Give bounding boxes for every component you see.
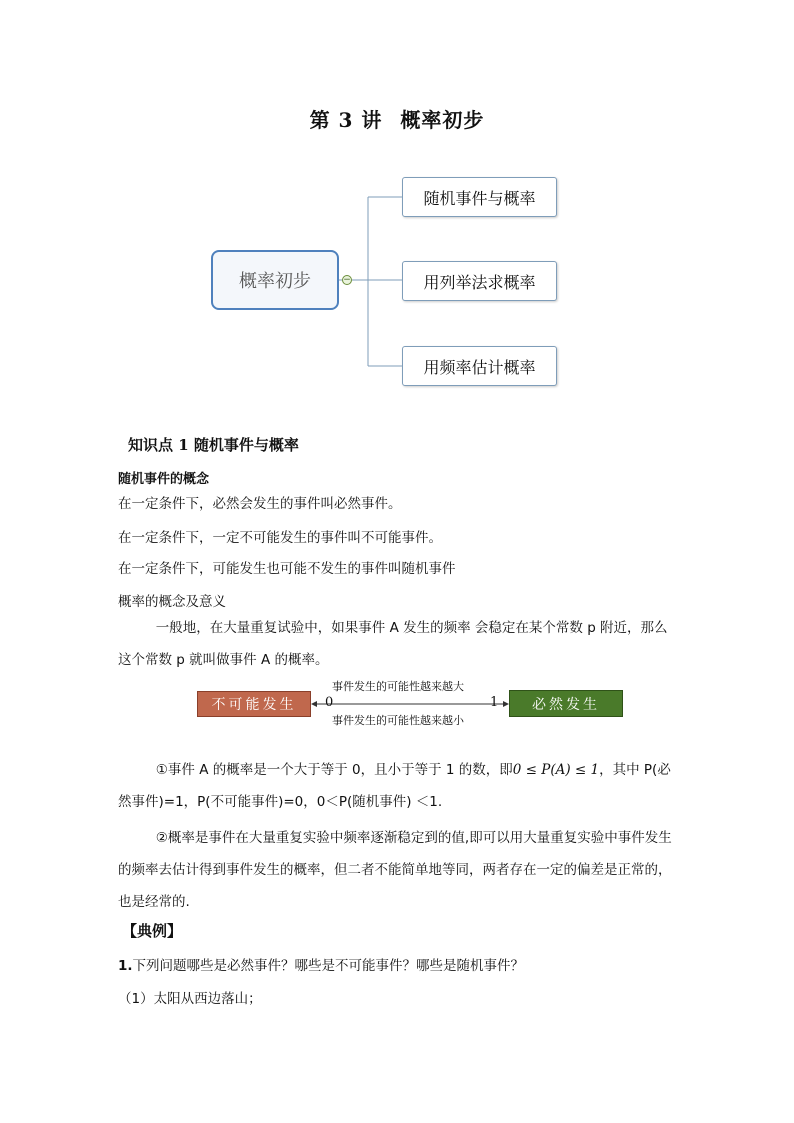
decreasing-label: 事件发生的可能性越来越小: [332, 714, 464, 727]
subheading-random-event-concept: 随机事件的概念: [118, 472, 210, 487]
question-text: 下列问题哪些是必然事件？哪些是不可能事件？哪些是随机事件？: [132, 958, 525, 974]
text-line: 在一定条件下，可能发生也可能不发生的事件叫随机事件: [118, 561, 456, 577]
probability-range-formula: 0 ≤ P(A) ≤ 1: [512, 762, 600, 778]
example-question: [118, 954, 524, 974]
example-heading: 【典例】: [122, 922, 183, 940]
mindmap-branch-random-events: 随机事件与概率: [402, 177, 557, 217]
impossible-box: 不可能发生: [197, 691, 311, 717]
note-2: ②概率是事件在大量重复实验中频率逐渐稳定到的值,即可以用大量重复实验中事件发生的频率去估计得到事件发生的概率，但二者不能简单地等同，两者存在一定的偏差是正常的，也是经常的.: [118, 830, 672, 910]
note-1-text-b: ，其中 P(必然事件)=1，P(不可能事件)=0，0＜P(随机事件) ＜1.: [118, 762, 671, 810]
increasing-label: 事件发生的可能性越来越大: [332, 680, 464, 693]
collapse-toggle-icon[interactable]: −: [343, 275, 351, 285]
mindmap-connectors: [0, 0, 794, 420]
text-line: 在一定条件下，一定不可能发生的事件叫不可能事件。: [118, 530, 442, 546]
certain-box: 必然发生: [509, 690, 623, 717]
mindmap-branch-frequency: 用频率估计概率: [402, 346, 557, 386]
lecture-topic: 概率初步: [400, 108, 485, 132]
text-line: 在一定条件下，必然会发生的事件叫必然事件。: [118, 496, 402, 512]
subheading-probability-concept: 概率的概念及意义: [118, 594, 226, 610]
question-number: 1.: [118, 958, 133, 974]
section-heading: 知识点 1 随机事件与概率: [128, 436, 299, 454]
note-1-text-a: ①事件 A 的概率是一个大于等于 0，且小于等于 1 的数，即: [155, 762, 513, 778]
note-1: [118, 754, 678, 818]
example-item-1: （1）太阳从西边落山；: [118, 991, 262, 1007]
mindmap-center-node: 概率初步: [211, 250, 339, 310]
scale-zero: 0: [325, 695, 334, 710]
mindmap-branch-enumeration: 用列举法求概率: [402, 261, 557, 301]
definition-paragraph: 一般地，在大量重复试验中，如果事件 A 发生的频率 会稳定在某个常数 p 附近，那么这个常数 p 就叫做事件 A 的概率。: [118, 620, 668, 668]
scale-one: 1: [490, 695, 499, 710]
lecture-number: 第 3 讲: [309, 108, 383, 132]
